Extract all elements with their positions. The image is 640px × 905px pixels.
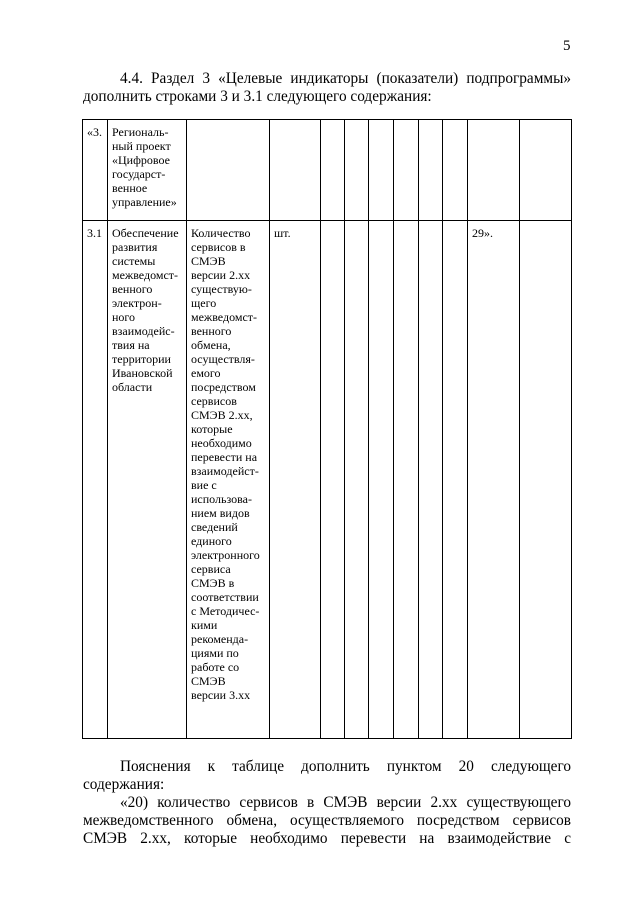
value-cell — [321, 221, 345, 739]
unit-cell — [270, 120, 321, 221]
value-cell — [520, 120, 572, 221]
page-number: 5 — [563, 38, 571, 54]
value-cell: 29». — [468, 221, 520, 739]
notes-line-5: СМЭВ 2.хх, которые необходимо перевести на взаимодействие с — [83, 830, 571, 847]
row-number-cell: 3.1 — [83, 221, 108, 739]
notes-line-2: содержания: — [83, 776, 165, 793]
value-cell — [345, 221, 369, 739]
notes-line-4: межведомственного обмена, осуществляемого посредством сервисов — [83, 812, 571, 829]
table-row — [83, 221, 572, 739]
row-name-cell: Обеспечение развития системы межведомст- венного электрон- ного взаимодейс- твия на территории Ивановской области — [108, 221, 187, 739]
value-cell — [419, 120, 443, 221]
notes-paragraph — [83, 758, 571, 848]
value-cell — [520, 221, 572, 739]
value-cell — [419, 221, 443, 739]
value-cell — [369, 120, 394, 221]
value-cell — [443, 120, 468, 221]
value-cell — [369, 221, 394, 739]
notes-line-1: Пояснения к таблице дополнить пунктом 20 следующего — [120, 758, 571, 775]
indicator-cell — [187, 120, 270, 221]
row-number-cell: «3. — [83, 120, 108, 221]
value-cell — [321, 120, 345, 221]
row-name-cell: Региональ- ный проект «Цифровое государст- венное управление» — [108, 120, 187, 221]
intro-line-2: дополнить строками 3 и 3.1 следующего содержания: — [83, 88, 432, 105]
notes-line-3: «20) количество сервисов в СМЭВ версии 2.хх существующего — [120, 794, 571, 811]
intro-paragraph — [83, 70, 571, 106]
table-row — [83, 120, 572, 221]
unit-cell: шт. — [270, 221, 321, 739]
value-cell — [394, 120, 419, 221]
value-cell — [443, 221, 468, 739]
intro-line-1: 4.4. Раздел 3 «Целевые индикаторы (показатели) подпрограммы» — [120, 70, 571, 87]
value-cell — [468, 120, 520, 221]
indicator-cell: Количество сервисов в СМЭВ версии 2.хх существую- щего межведомст- венного обмена, осуществля- емого посредством сервисов СМЭВ 2.хх, которые необходимо перевести на взаимодейст- вие с использова- нием видов сведений единого электронного сервиса СМЭВ в соответствии с Методичес- кими рекоменда- циями по работе со СМЭВ версии 3.хх — [187, 221, 270, 739]
value-cell — [394, 221, 419, 739]
indicators-table — [82, 119, 572, 739]
value-cell — [345, 120, 369, 221]
